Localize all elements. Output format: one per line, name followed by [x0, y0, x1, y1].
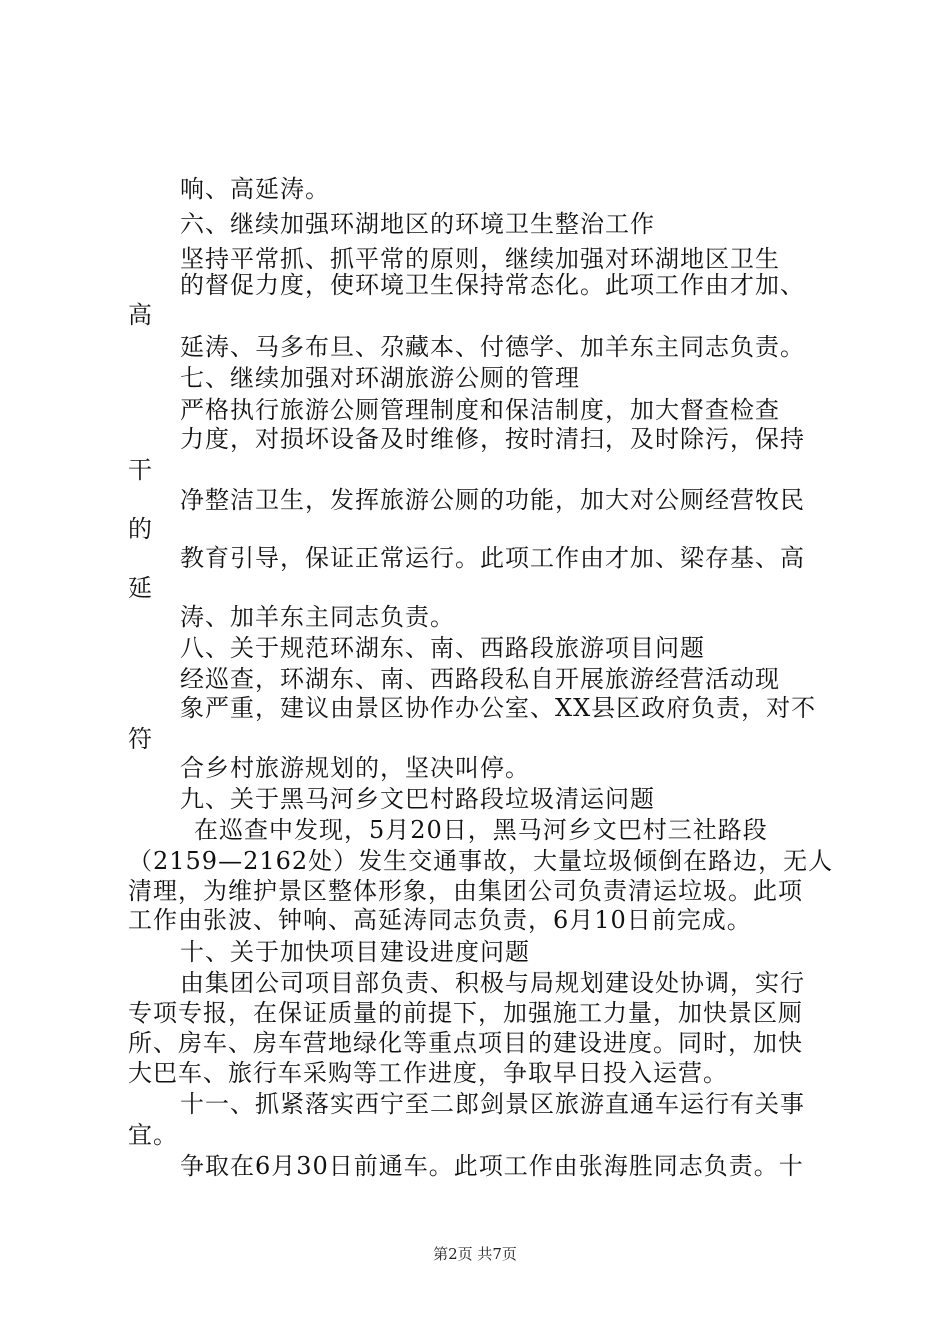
text-line: 严格执行旅游公厕管理制度和保洁制度，加大督查检查: [180, 396, 780, 424]
section-heading: 十一、抓紧落实西宁至二郎剑景区旅游直通车运行有关事: [180, 1090, 805, 1118]
text-line: 专项专报，在保证质量的前提下，加强施工力量，加快景区厕: [128, 999, 803, 1027]
section-heading: 八、关于规范环湖东、南、西路段旅游项目问题: [180, 634, 705, 662]
text-line: 经巡查，环湖东、南、西路段私自开展旅游经营活动现: [180, 665, 780, 693]
text-line: 宜。: [128, 1121, 178, 1149]
text-line: 的: [128, 515, 153, 543]
text-line: 延涛、马多布旦、尕藏本、付德学、加羊东主同志负责。: [180, 333, 805, 361]
section-heading: 七、继续加强对环湖旅游公厕的管理: [180, 364, 580, 392]
text-line: 净整洁卫生，发挥旅游公厕的功能，加大对公厕经营牧民: [180, 486, 805, 514]
text-line: 响、高延涛。: [180, 175, 330, 203]
text-line: 大巴车、旅行车采购等工作进度，争取早日投入运营。: [128, 1059, 728, 1087]
text-line: 延: [128, 574, 153, 602]
text-line: 教育引导，保证正常运行。此项工作由才加、梁存基、高: [180, 544, 805, 572]
text-line: 争取在6月30日前通车。此项工作由张海胜同志负责。十: [180, 1152, 804, 1180]
text-line: 干: [128, 456, 153, 484]
section-heading: 九、关于黑马河乡文巴村路段垃圾清运问题: [180, 785, 655, 813]
text-line: 工作由张波、钟响、高延涛同志负责，6月10日前完成。: [128, 906, 752, 934]
text-line: 的督促力度，使环境卫生保持常态化。此项工作由才加、: [180, 271, 805, 299]
text-line: （2159—2162处）发生交通事故，大量垃圾倾倒在路边，无人: [128, 847, 834, 875]
text-line: 清理，为维护景区整体形象，由集团公司负责清运垃圾。此项: [128, 877, 803, 905]
text-line: 坚持平常抓、抓平常的原则，继续加强对环湖地区卫生: [180, 245, 780, 273]
text-line: 高: [128, 301, 153, 329]
text-line: 象严重，建议由景区协作办公室、XX县区政府负责，对不: [180, 694, 817, 722]
text-line: 涛、加羊东主同志负责。: [180, 603, 455, 631]
section-heading: 六、继续加强环湖地区的环境卫生整治工作: [180, 210, 655, 238]
page-number-footer: 第2页 共7页: [433, 1245, 517, 1263]
text-line: 符: [128, 725, 153, 753]
text-line: 合乡村旅游规划的，坚决叫停。: [180, 754, 530, 782]
text-line: 在巡查中发现，5月20日，黑马河乡文巴村三社路段: [194, 816, 768, 844]
section-heading: 十、关于加快项目建设进度问题: [180, 938, 530, 966]
text-line: 力度，对损坏设备及时维修，按时清扫，及时除污，保持: [180, 425, 805, 453]
text-line: 由集团公司项目部负责、积极与局规划建设处协调，实行: [180, 969, 805, 997]
text-line: 所、房车、房车营地绿化等重点项目的建设进度。同时，加快: [128, 1029, 803, 1057]
